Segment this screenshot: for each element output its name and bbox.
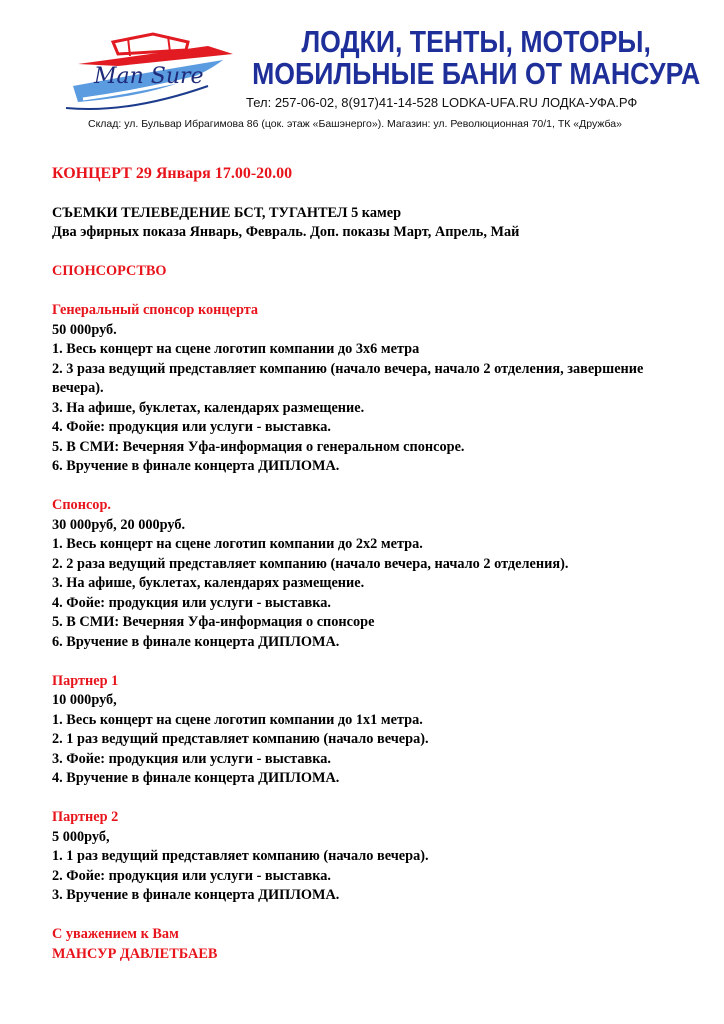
list-item: 4. Фойе: продукция или услуги - выставка. [52, 419, 331, 435]
list-item: 2. 1 раз ведущий представляет компанию (начало вечера). [52, 731, 429, 747]
list-item: 4. Вручение в финале концерта ДИПЛОМА. [52, 770, 340, 786]
list-item: 5. В СМИ: Вечерняя Уфа-информация о генеральном спонсоре. [52, 438, 465, 455]
headline-line-2: МОБИЛЬНЫЕ БАНИ ОТ МАНСУРА [252, 56, 701, 91]
section-sponsor [52, 496, 692, 652]
section-heading: Генеральный спонсор концерта [52, 302, 259, 318]
section-price: 30 000руб, 20 000руб. [52, 516, 186, 533]
section-general-sponsor [52, 301, 692, 477]
list-item: 6. Вручение в финале концерта ДИПЛОМА. [52, 458, 340, 474]
address-line: Склад: ул. Бульвар Ибрагимова 86 (цок. этаж «Башэнерго»). Магазин: ул. Революционная 70/1, ТК «Дружба» [88, 118, 622, 130]
company-logo [58, 24, 238, 124]
event-title: КОНЦЕРТ 29 Января 17.00-20.00 [52, 165, 293, 182]
list-item: 3. На афише, буклетах, календарях размещение. [52, 575, 365, 591]
section-heading: Спонсор. [52, 497, 111, 513]
section-price: 50 000руб. [52, 321, 117, 338]
list-item: 3. Вручение в финале концерта ДИПЛОМА. [52, 887, 340, 903]
closing-line: С уважением к Вам [52, 926, 179, 942]
list-item: 1. 1 раз ведущий представляет компанию (начало вечера). [52, 848, 429, 864]
list-item: 4. Фойе: продукция или услуги - выставка. [52, 594, 331, 611]
list-item: 1. Весь концерт на сцене логотип компании до 1х1 метра. [52, 711, 423, 728]
list-item: 5. В СМИ: Вечерняя Уфа-информация о спонсоре [52, 614, 375, 630]
list-item: 3. Фойе: продукция или услуги - выставка. [52, 750, 331, 767]
section-price: 5 000руб, [52, 828, 110, 845]
list-item: 1. Весь концерт на сцене логотип компании до 2х2 метра. [52, 536, 423, 552]
section-heading: Партнер 1 [52, 672, 119, 689]
filming-line: СЪЕМКИ ТЕЛЕВЕДЕНИЕ БСТ, ТУГАНТЕЛ 5 камер [52, 204, 402, 221]
section-partner-1 [52, 672, 692, 789]
logo-wordmark: Man Sure [94, 64, 204, 89]
list-item: 2. 2 раза ведущий представляет компанию (начало вечера, начало 2 отделения). [52, 555, 569, 572]
list-item: 2. 3 раза ведущий представляет компанию (начало вечера, начало 2 отделения, завершение вечера). [52, 360, 644, 396]
list-item: 3. На афише, буклетах, календарях размещение. [52, 399, 365, 416]
list-item: 2. Фойе: продукция или услуги - выставка. [52, 867, 331, 884]
signature: МАНСУР ДАВЛЕТБАЕВ [52, 945, 218, 962]
section-price: 10 000руб, [52, 692, 117, 708]
section-heading: Партнер 2 [52, 809, 119, 825]
list-item: 1. Весь концерт на сцене логотип компании до 3х6 метра [52, 341, 420, 357]
contact-line: Тел: 257-06-02, 8(917)41-14-528 LODKA-UFA.RU ЛОДКА-УФА.РФ [246, 95, 638, 110]
sponsorship-heading: СПОНСОРСТВО [52, 263, 167, 279]
section-partner-2 [52, 808, 692, 906]
list-item: 6. Вручение в финале концерта ДИПЛОМА. [52, 633, 340, 650]
letterhead [0, 0, 724, 150]
filming-line: Два эфирных показа Январь, Февраль. Доп. показы Март, Апрель, Май [52, 224, 520, 240]
headline-line-1: ЛОДКИ, ТЕНТЫ, МОТОРЫ, [301, 24, 651, 59]
document-body [52, 164, 692, 964]
